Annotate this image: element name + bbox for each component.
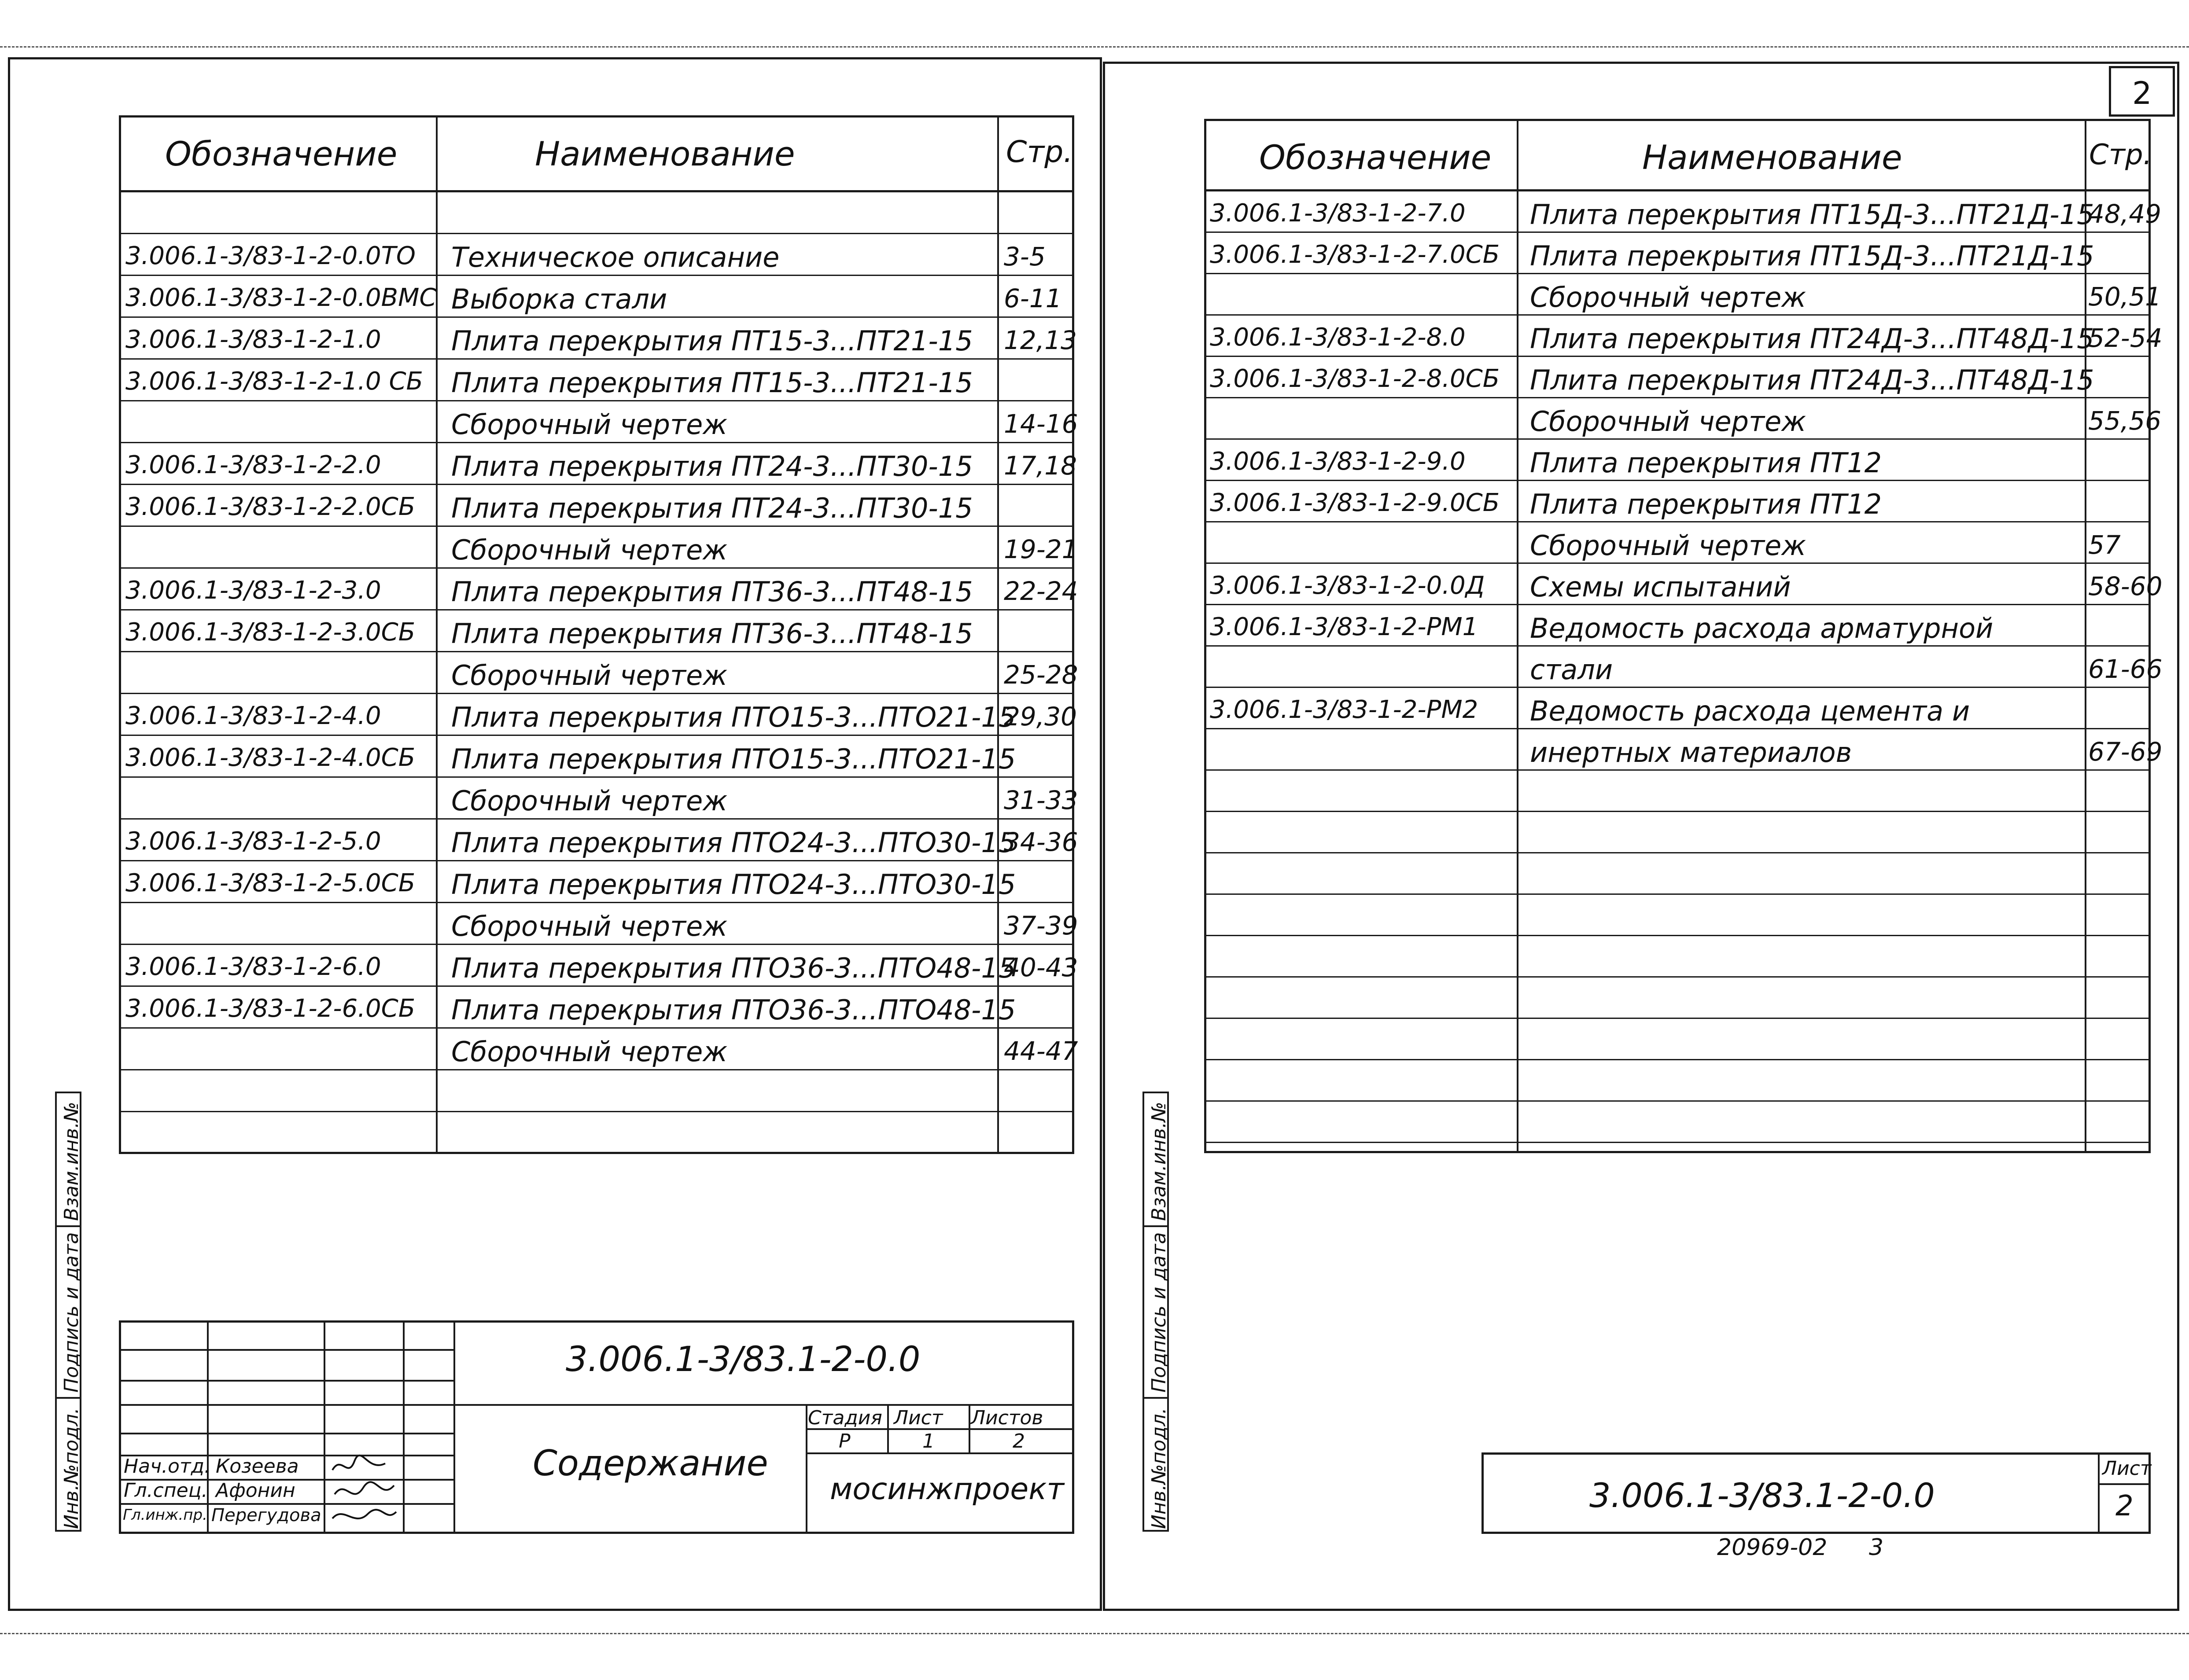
left-header-designation: Обозначение	[165, 134, 398, 173]
row-page: 48,49	[2088, 199, 2162, 229]
row-name: Плита перекрытия ПТ24Д-3...ПТ48Д-15	[1530, 364, 2094, 396]
left-stamp-stage-label: Стадия	[808, 1407, 882, 1429]
table-row	[121, 360, 1072, 401]
row-name: Сборочный чертеж	[1530, 405, 1806, 437]
row-name: Плита перекрытия ПТ24-3...ПТ30-15	[451, 450, 973, 482]
row-name: Плита перекрытия ПТО36-3...ПТО48-15	[451, 994, 1016, 1026]
left-header-page: Стр.	[1006, 135, 1073, 169]
row-designation: 3.006.1-3/83-1-2-7.0	[1210, 199, 1466, 228]
table-row	[121, 736, 1072, 778]
left-label-inv-podl: Инв.№подл.	[60, 1408, 83, 1529]
left-stamp-sheet: 1	[922, 1430, 935, 1452]
row-name: Плита перекрытия ПТО36-3...ПТО48-15	[451, 952, 1016, 984]
left-stamp-sheets: 2	[1013, 1430, 1025, 1452]
row-designation: 3.006.1-3/83-1-2-0.0ВМС	[125, 283, 437, 312]
row-name: Ведомость расхода цемента и	[1530, 695, 1970, 727]
row-designation: 3.006.1-3/83-1-2-9.0СБ	[1210, 489, 1500, 517]
table-row	[121, 401, 1078, 443]
table-row	[121, 1070, 1072, 1112]
row-page: 58-60	[2088, 571, 2163, 601]
row-name: Плита перекрытия ПТ36-3...ПТ48-15	[451, 576, 973, 608]
table-row	[121, 527, 1078, 569]
row-designation: 3.006.1-3/83-1-2-6.0	[125, 952, 381, 981]
row-page: 61-66	[2088, 654, 2163, 684]
table-row	[1206, 853, 2148, 895]
row-designation: 3.006.1-3/83-1-2-3.0	[125, 576, 381, 605]
signer-1-role: Нач.отд.	[124, 1455, 210, 1478]
right-label-inv-podl: Инв.№подл.	[1148, 1408, 1170, 1529]
table-row	[121, 192, 1072, 234]
table-row	[121, 276, 1072, 318]
archive-number: 20969-02	[1717, 1534, 1828, 1561]
table-row	[1206, 936, 2148, 978]
row-page: 19-21	[1004, 534, 1078, 564]
table-row	[121, 318, 1077, 360]
row-page: 67-69	[2088, 737, 2163, 767]
table-row	[121, 569, 1078, 610]
table-row	[121, 485, 1072, 527]
row-name: Сборочный чертеж	[451, 785, 728, 817]
row-name: Плита перекрытия ПТО24-3...ПТО30-15	[451, 868, 1016, 901]
right-stamp-sheet: 2	[2115, 1490, 2134, 1522]
left-side-strip	[55, 1092, 81, 1532]
left-stamp-title: Содержание	[533, 1443, 768, 1484]
left-header-name: Наименование	[535, 134, 795, 173]
table-row	[121, 903, 1078, 945]
table-row	[1206, 274, 2162, 316]
table-row	[1206, 233, 2148, 274]
row-name: Сборочный чертеж	[451, 1036, 728, 1068]
right-label-podpis-data: Подпись и дата	[1148, 1232, 1170, 1393]
row-page: 3-5	[1004, 242, 1046, 272]
table-row	[1206, 1060, 2148, 1102]
row-page: 31-33	[1004, 785, 1078, 815]
left-stamp-doc-code: 3.006.1-3/83.1-2-0.0	[566, 1340, 921, 1379]
left-stamp-sheet-label: Лист	[894, 1407, 943, 1429]
table-row	[1206, 316, 2163, 357]
row-designation: 3.006.1-3/83-1-2-8.0СБ	[1210, 364, 1500, 393]
row-page: 44-47	[1004, 1036, 1078, 1066]
row-designation: 3.006.1-3/83-1-2-2.0СБ	[125, 493, 416, 521]
row-name: Плита перекрытия ПТ24-3...ПТ30-15	[451, 492, 973, 524]
row-page: 57	[2088, 530, 2121, 560]
table-row	[1206, 729, 2163, 771]
row-designation: 3.006.1-3/83-1-2-6.0СБ	[125, 994, 416, 1023]
archive-page: 3	[1869, 1534, 1884, 1561]
row-designation: 3.006.1-3/83-1-2-5.0СБ	[125, 869, 416, 897]
row-name: Плита перекрытия ПТО24-3...ПТО30-15	[451, 827, 1016, 859]
row-page: 37-39	[1004, 911, 1078, 941]
left-header-row	[121, 118, 1072, 192]
row-name: инертных материалов	[1530, 736, 1852, 768]
row-designation: 3.006.1-3/83-1-2-4.0	[125, 702, 381, 730]
right-header-designation: Обозначение	[1259, 138, 1492, 177]
row-name: Схемы испытаний	[1530, 571, 1791, 603]
table-row	[1206, 481, 2148, 522]
table-row	[121, 234, 1072, 276]
row-designation: 3.006.1-3/83-1-2-9.0	[1210, 447, 1466, 476]
signer-2-name: Афонин	[216, 1479, 295, 1502]
row-name: Сборочный чертеж	[451, 659, 728, 691]
table-row	[1206, 1102, 2148, 1143]
row-name: Сборочный чертеж	[451, 910, 728, 942]
table-row	[1206, 398, 2162, 440]
table-row	[1206, 440, 2148, 481]
right-header-page: Стр.	[2089, 139, 2152, 171]
table-row	[1206, 812, 2148, 853]
row-designation: 3.006.1-3/83-1-2-2.0	[125, 451, 381, 479]
left-stamp-stage: Р	[839, 1430, 851, 1452]
left-title-block	[119, 1320, 1074, 1534]
left-label-vzam-inv: Взам.инв.№	[60, 1102, 83, 1221]
signer-3-role: Гл.инж.пр.	[123, 1506, 207, 1524]
row-name: Плита перекрытия ПТО15-3...ПТО21-15	[451, 701, 1016, 733]
signature-scribbles	[328, 1452, 401, 1529]
table-row	[121, 652, 1078, 694]
table-row	[121, 1029, 1078, 1070]
corner-page-number: 2	[2132, 75, 2152, 111]
row-page: 25-28	[1004, 660, 1078, 690]
row-page: 40-43	[1004, 952, 1078, 982]
row-page: 22-24	[1004, 576, 1078, 606]
row-name: Плита перекрытия ПТ12	[1530, 447, 1882, 479]
row-name: Ведомость расхода арматурной	[1530, 612, 1994, 644]
right-header-name: Наименование	[1642, 138, 1902, 177]
row-designation: 3.006.1-3/83-1-2-0.0ТО	[125, 242, 416, 270]
signer-2-role: Гл.спец.	[124, 1479, 208, 1502]
table-row	[121, 945, 1078, 987]
table-row	[1206, 564, 2163, 605]
table-row	[121, 1112, 1072, 1154]
row-name: Плита перекрытия ПТ12	[1530, 488, 1882, 520]
table-row	[121, 987, 1072, 1029]
row-name: Плита перекрытия ПТ36-3...ПТ48-15	[451, 618, 973, 650]
table-row	[121, 778, 1078, 820]
row-page: 14-16	[1004, 409, 1078, 439]
right-title-block	[1481, 1452, 2151, 1534]
table-row	[1206, 771, 2148, 812]
row-page: 34-36	[1004, 827, 1078, 857]
table-row	[1206, 191, 2162, 233]
row-page: 55,56	[2088, 406, 2162, 436]
row-name: Плита перекрытия ПТ15-3...ПТ21-15	[451, 367, 973, 399]
left-stamp-sheets-label: Листов	[971, 1407, 1043, 1429]
table-row	[1206, 688, 2148, 729]
scan-edge-top	[0, 46, 2189, 48]
right-header-row	[1206, 121, 2152, 191]
right-stamp-sheet-label: Лист	[2102, 1457, 2152, 1480]
row-page: 52-54	[2088, 323, 2163, 353]
row-designation: 3.006.1-3/83-1-2-3.0СБ	[125, 618, 416, 647]
row-name: Сборочный чертеж	[451, 534, 728, 566]
row-name: Плита перекрытия ПТ15Д-3...ПТ21Д-15	[1530, 199, 2094, 231]
row-designation: 3.006.1-3/83-1-2-РМ1	[1210, 613, 1478, 641]
table-row	[121, 861, 1072, 903]
left-label-podpis-data: Подпись и дата	[60, 1232, 83, 1393]
left-stamp-org: мосинжпроект	[830, 1472, 1064, 1507]
right-stamp-doc-code: 3.006.1-3/83.1-2-0.0	[1589, 1476, 1935, 1515]
corner-page-box	[2109, 66, 2175, 117]
row-page: 17,18	[1004, 451, 1077, 481]
row-name: Плита перекрытия ПТО15-3...ПТО21-15	[451, 743, 1016, 775]
row-page: 6-11	[1004, 283, 1062, 313]
row-designation: 3.006.1-3/83-1-2-1.0 СБ	[125, 367, 423, 396]
table-row	[121, 610, 1072, 652]
signer-3-name: Перегудова	[211, 1505, 321, 1526]
row-designation: 3.006.1-3/83-1-2-1.0	[125, 325, 381, 354]
table-row	[1206, 605, 2148, 647]
row-designation: 3.006.1-3/83-1-2-0.0Д	[1210, 571, 1485, 600]
row-name: Техническое описание	[451, 241, 780, 273]
table-row	[1206, 357, 2148, 398]
row-name: Плита перекрытия ПТ15Д-3...ПТ21Д-15	[1530, 240, 2094, 272]
row-name: Сборочный чертеж	[1530, 281, 1806, 313]
table-row	[121, 443, 1077, 485]
row-page: 29,30	[1004, 702, 1077, 732]
left-contents-table	[119, 115, 1078, 1154]
row-name: Плита перекрытия ПТ15-3...ПТ21-15	[451, 325, 973, 357]
table-row	[1206, 522, 2148, 564]
table-row	[1206, 978, 2148, 1019]
row-name: Плита перекрытия ПТ24Д-3...ПТ48Д-15	[1530, 323, 2094, 355]
table-row	[1206, 895, 2148, 936]
table-row	[121, 694, 1077, 736]
row-designation: 3.006.1-3/83-1-2-4.0СБ	[125, 743, 416, 772]
right-side-strip	[1142, 1092, 1169, 1532]
row-designation: 3.006.1-3/83-1-2-8.0	[1210, 323, 1466, 352]
row-page: 12,13	[1004, 325, 1077, 355]
row-name: Выборка стали	[451, 283, 667, 315]
right-contents-table	[1204, 119, 2163, 1153]
row-designation: 3.006.1-3/83-1-2-7.0СБ	[1210, 240, 1500, 269]
row-designation: 3.006.1-3/83-1-2-РМ2	[1210, 695, 1478, 724]
table-row	[121, 820, 1078, 861]
table-row	[1206, 647, 2163, 688]
row-name: Сборочный чертеж	[1530, 529, 1806, 562]
row-page: 50,51	[2088, 282, 2162, 312]
row-designation: 3.006.1-3/83-1-2-5.0	[125, 827, 381, 856]
table-row	[1206, 1019, 2148, 1060]
row-name: Сборочный чертеж	[451, 408, 728, 441]
signer-1-name: Козеева	[216, 1455, 299, 1478]
scan-edge-bottom	[0, 1633, 2189, 1634]
right-label-vzam-inv: Взам.инв.№	[1148, 1102, 1170, 1221]
row-name: стали	[1530, 654, 1613, 686]
